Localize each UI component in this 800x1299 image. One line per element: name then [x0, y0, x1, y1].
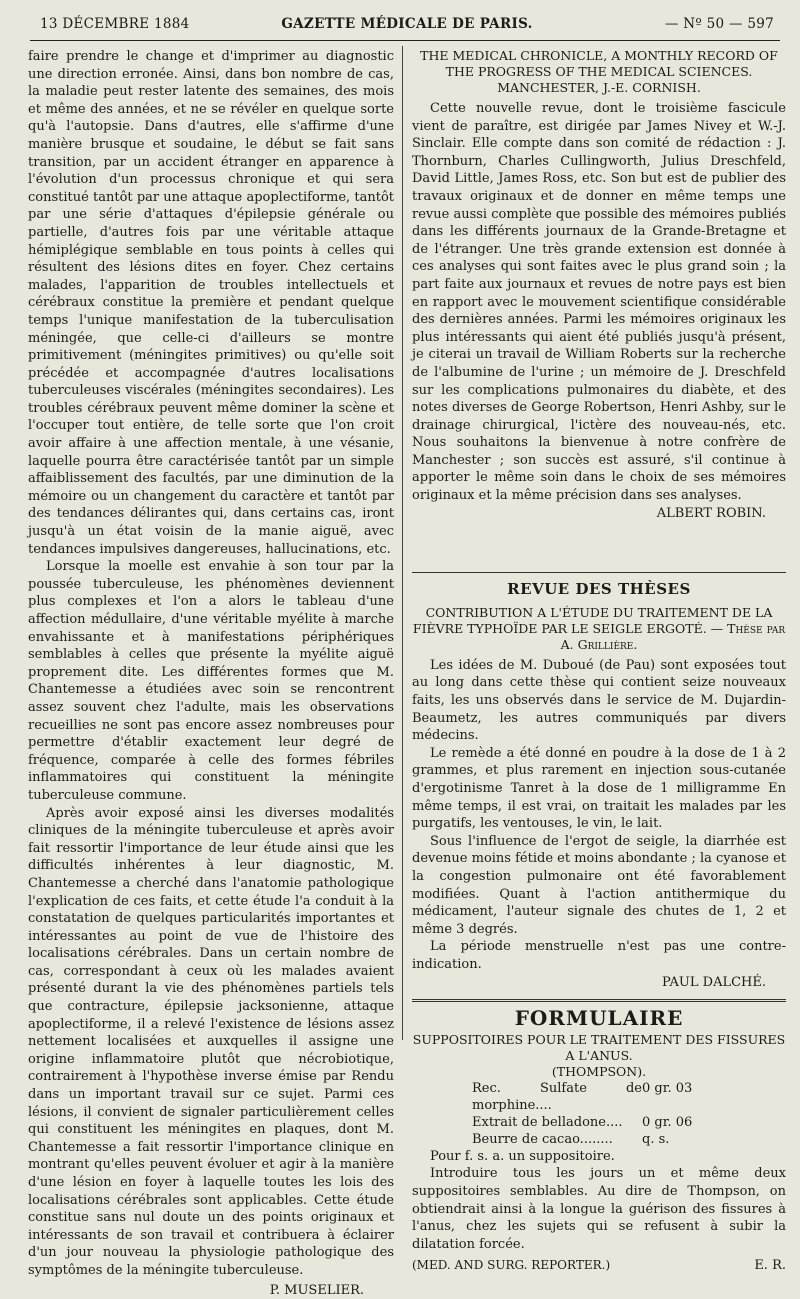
column-divider	[402, 46, 403, 1040]
paragraph: Après avoir exposé ainsi les diverses modalités cliniques de la méningite tuberculeuse et après avoir fait ressortir l'importance de leur étude ainsi que les difficultés inhérentes à leur diagnostic, M. Chantemesse a cherché dans l'anatomie pathologique l'explication de ces faits, et cette étude l'a conduit à la constatation de quelques particularités importantes et intéressantes au point de vue de l'histoire des localisations cérébrales. Dans un certain nombre de cas, correspondant à ceux où les malades avaient présenté durant la vie des phénomènes partiels tels que contracture, épilepsie jacksonienne, attaque apoplectiforme, il a relevé l'existence de lésions assez nettement localisées et auxquelles il assigne une origine inflammatoire plutôt que nécrobiotique, contrairement à l'hypothèse inverse émise par Rendu dans un important travail sur ce sujet. Parmi ces lésions, il convient de signaler particulièrement celles qui constituent les méningites en plaques, dont M. Chantemesse a fait ressortir l'importance clinique en montrant qu'elles peuvent évoluer et agir à la manière d'une lésion en foyer à laquelle toutes les lois des localisations cérébrales sont applicables. Cette étude constitue sans nul doute un des points originaux et intéressants de son travail et contribuera à éclairer d'un jour nouveau la physiologie pathologique des symptômes de la méningite tuberculeuse.	[28, 805, 394, 1278]
author-signature: P. MUSELIER.	[269, 1282, 364, 1298]
running-header	[40, 14, 774, 36]
formula-footer	[412, 1257, 786, 1275]
paragraph: Cette nouvelle revue, dont le troisième fascicule vient de paraître, est dirigée par James Nivey et W.-J. Sinclair. Elle compte dans son comité de rédaction : J. Thornburn, Charles Cullingworth, Julius Dreschfeld, David Little, James Ross, etc. Son but est de publier des travaux originaux et de donner en même temps une revue aussi complète que possible des mémoires publiés dans les différents journaux de la Grande-Bretagne et de l'étranger. Une très grande extension est donnée à ces analyses qui sont faites avec le plus grand soin ; la part faite aux journaux et revues de notre pays est bien en rapport avec le mouvement scientifique considérable des dernières années. Parmi les mémoires originaux les plus intéressants qui aient été publiés jusqu'à présent, je citerai un travail de William Roberts sur la recherche de l'albumine de l'urine ; un mémoire de J. Dreschfeld sur les complications pulmonaires du diabète, et des notes diverses de George Robertson, Henri Ashby, sur le drainage chirurgical, l'ictère des nouveau-nés, etc. Nous souhaitons la bienvenue à notre confrère de Manchester ; son succès est assuré, s'il continue à apporter le même soin dans le choix de ses mémoires originaux et la même précision dans ses analyses.	[412, 101, 786, 504]
issue-date: 13 DÉCEMBRE 1884	[40, 16, 190, 32]
thesis-heading: CONTRIBUTION A L'ÉTUDE DU TRAITEMENT DE LA FIÈVRE TYPHOÏDE PAR LE SEIGLE ERGOTÉ. — Thèse par A. Grillière.	[412, 604, 786, 652]
paragraph: Sous l'influence de l'ergot de seigle, la diarrhée est devenue moins fétide et moins abondante ; la cyanose et la congestion pulmonaire ont été favorablement modifiées. Quant à l'action antithermique du médicament, l'auteur signale des chutes de 1, 2 et même 3 degrés.	[412, 833, 786, 937]
paragraph: Les idées de M. Duboué (de Pau) sont exposées tout au long dans cette thèse qui contient seize nouveaux faits, les uns observés dans le service de M. Dujardin-Beaumetz, les autres communiqués par divers médecins.	[412, 657, 786, 744]
paragraph: Lorsque la moelle est envahie à son tour par la poussée tuberculeuse, les phénomènes deviennent plus complexes et l'on a alors le tableau d'une affection médullaire, d'une véritable myélite à marche envahissante et à manifestations périphériques semblables à celles que présente la myélite aiguë proprement dite. Les différentes formes que M. Chantemesse a étudiées avec soin se rencontrent assez souvent chez l'adulte, mais les observations recueillies ne sont pas encore assez nombreuses pour permettre d'établir exactement leur degré de fréquence, comparée à celle des formes fébriles inflammatoires qui constituent la méningite tuberculeuse commune.	[28, 559, 394, 803]
source-citation: (MED. AND SURG. REPORTER.)	[412, 1258, 611, 1273]
paragraph: Introduire tous les jours un et même deux suppositoires semblables. Au dire de Thompson, on obtiendrait ainsi à la longue la guérison des fissures à l'anus, chez les sujets qui se refusent à subir la dilatation forcée.	[412, 1166, 786, 1252]
paragraph: Pour f. s. a. un suppositoire.	[430, 1148, 615, 1164]
left-column	[28, 48, 394, 1299]
prescription-line: Beurre de cacao........ q. s.	[472, 1131, 670, 1147]
right-column	[412, 48, 786, 1275]
paragraph: La période menstruelle n'est pas une contre-indication.	[412, 939, 786, 972]
formula-heading: SUPPOSITOIRES POUR LE TRAITEMENT DES FISSURES A L'ANUS.	[412, 1031, 786, 1063]
paragraph: Le remède a été donné en poudre à la dose de 1 à 2 grammes, et plus rarement en injection sous-cutanée d'ergotinisme Tanret à la dose de 1 milligramme En même temps, il est vrai, on traitait les malades par les purgatifs, les ventouses, le vin, le lait.	[412, 745, 786, 832]
section-rule	[412, 572, 786, 573]
prescription-line: Rec. Sulfate de morphine.... 0 gr. 03	[472, 1080, 693, 1113]
paragraph: faire prendre le change et d'imprimer au diagnostic une direction erronée. Ainsi, dans bon nombre de cas, la maladie peut rester latente des semaines, des mois et même des années, et ne se révéler en quelque sorte qu'à l'autopsie. Dans d'autres, elle s'affirme d'une manière brusque et soudaine, le début se fait sans transition, par un accident étranger en apparence à l'évolution d'un processus chronique et qui sera constitué tantôt par une attaque apoplectiforme, tantôt par une série d'attaques d'épilepsie générale ou partielle, d'autres fois par une véritable attaque hémiplégique semblable en tous points à celles qui résultent des lésions dites en foyer. Chez certains malades, l'apparition de troubles intellectuels et cérébraux constitue la première et pendant quelque temps l'unique manifestation de la tuberculisation méningée, que celle-ci d'ailleurs se montre primitivement (méningites primitives) ou qu'elle soit précédée et accompagnée d'autres localisations tuberculeuses viscérales (méningites secondaires). Les troubles cérébraux peuvent même dominer la scène et l'occuper tout entière, de telle sorte que l'on croit avoir affaire à une affection mentale, à une vésanie, laquelle pourra être caractérisée tantôt par un simple affaiblissement des facultés, par une diminution de la mémoire ou un changement du caractère et tantôt par des tendances délirantes qui, dans certains cas, iront jusqu'à un état voisin de la manie aiguë, avec tendances impulsives dangereuses, hallucinations, etc.	[28, 49, 394, 557]
journal-title: GAZETTE MÉDICALE DE PARIS.	[281, 16, 533, 32]
prescription-line: Extrait de belladone.... 0 gr. 06	[472, 1114, 693, 1130]
review-heading: THE MEDICAL CHRONICLE, A MONTHLY RECORD OF THE PROGRESS OF THE MEDICAL SCIENCES. MANCHESTER, J.-E. CORNISH.	[420, 48, 778, 95]
section-title: REVUE DES THÈSES	[507, 580, 691, 599]
formula-author: (THOMPSON).	[551, 1063, 647, 1079]
author-signature: E. R.	[754, 1258, 786, 1274]
page-number: — Nº 50 — 597	[664, 16, 774, 32]
author-signature: PAUL DALCHÉ.	[661, 974, 766, 990]
section-rule	[412, 999, 786, 1002]
section-title: FORMULAIRE	[514, 1006, 684, 1031]
header-rule	[30, 40, 780, 41]
author-signature: ALBERT ROBIN.	[656, 505, 766, 521]
prescription	[472, 1080, 786, 1148]
